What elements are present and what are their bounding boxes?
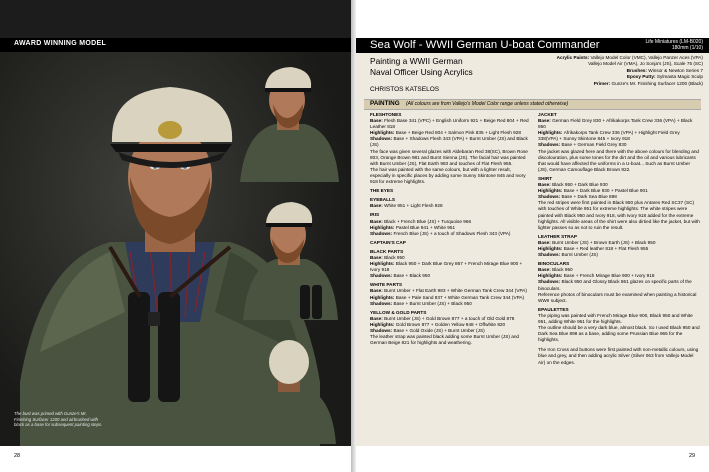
painting-heading: PAINTING <box>370 100 400 107</box>
recipe-line: Shadows: Base + Burnt Umber (JS) + Black 950 <box>370 300 472 306</box>
body-paragraph: The hair was painted with the same colours, but with a lighter result, especially in specific places by adding some Sunny Skintone 845 and Ivory 918 for extreme highlights. <box>370 166 526 185</box>
section-heading: LEATHER STRAP <box>538 233 577 239</box>
model-maker: Life Miniatures (LM-B020) <box>645 39 703 45</box>
recipe-line: Shadows: Black 950 and Glossy Black 861 glazes on specific parts of the binoculars. <box>538 279 692 291</box>
recipe-line: Shadows: Base + Black 950 <box>370 273 431 279</box>
right-footer <box>356 446 709 472</box>
recipe-line: Shadows: Base + Gold Oxide (JS) + Burnt Umber (JS) <box>370 328 485 333</box>
recipe-line: Base: White 951 + Light Flesh 928 <box>370 203 443 209</box>
right-page <box>356 0 709 472</box>
bust-three-quarter-view <box>238 195 338 320</box>
recipe-line: Highlights: Base + Dark Blue 930 + Pastel Blue 901 <box>538 188 648 194</box>
section-heading: BLACK PARTS <box>370 248 404 254</box>
materials-line: Epoxy Putty: Sylmasta Magic Sculp <box>626 74 703 80</box>
section-heading: YELLOW & GOLD PARTS <box>370 309 427 315</box>
recipe-line: Base: Black + French Blue (JS) + Turquoise 966 <box>370 218 472 224</box>
section-heading: JACKET <box>538 112 557 117</box>
recipe-line: Base: Black 950 <box>538 267 573 273</box>
left-footer <box>0 446 351 472</box>
recipe-line: Shadows: Base + German Field Grey 830 <box>538 142 627 148</box>
recipe-line: Highlights: Pastel Blue 941 + White 951 <box>370 224 456 230</box>
materials-line: Brushes: Winsor & Newton Series 7 <box>626 67 703 73</box>
binoculars <box>128 292 150 402</box>
article-title: Sea Wolf - WWII German U-boat Commander <box>370 39 600 51</box>
recipe-line: Highlights: Base + Pale Sand 837 + White German Tank Crew 344 (VPA) <box>370 294 525 300</box>
recipe-line: Highlights: Base + Beige Red 804 + Salmon Pink 835 + Light Flesh 928 <box>370 130 521 136</box>
recipe-line: Base: Burnt Umber + Flat Earth 983 + White German Tank Crew 344 (VPA) <box>370 288 527 294</box>
model-info <box>645 39 703 51</box>
recipe-line: Base: Burnt Umber (JS) + Brown Earth (JS) + Black 950 <box>538 239 656 245</box>
section-heading: CAPTAIN'S CAP <box>370 239 406 245</box>
recipe-line: Highlights: Gold Brown 877 + Golden Yellow 948 + Offwhite 820 <box>370 321 506 327</box>
section-header: AWARD WINNING MODEL <box>14 40 107 47</box>
section-heading: EPAULETTES <box>538 306 569 312</box>
recipe-line: Shadows: Base + Shadows Flesh 343 (VPA) + Burnt Umber (JS) and Black (JS) <box>370 136 528 148</box>
page-number-left: 28 <box>14 453 21 459</box>
materials-line: Acrylic Paints: Vallejo Model Color (VMC), Vallejo Panzer Aces (VPA) <box>556 55 703 60</box>
painting-note: (All colours are from Vallejo's Model Color range unless stated otherwise) <box>406 101 569 107</box>
recipe-line: Highlights: Base + Red leather 818 + Flat Flesh 955 <box>538 245 649 251</box>
photo-caption: The bust was primed with Gunze's Mr. Finishing Surfacer 1200 and airbrushed with black as a base for subsequent painting steps. <box>14 411 103 428</box>
section-heading: FLESHTONES <box>370 112 402 117</box>
article-subtitle: Painting a WWII German Naval Officer Using Acrylics <box>370 56 473 77</box>
text-column-2 <box>538 112 700 366</box>
text-column-1 <box>370 112 530 346</box>
recipe-line: Highlights: Black 950 + Dark Blue Grey 867 + French Mirage Blue 900 + Ivory 918 <box>370 261 523 273</box>
recipe-line: Base: Black 950 <box>370 254 405 260</box>
model-scale: 180mm (1/10) <box>671 45 703 51</box>
materials-line: Vallejo Model Air (VMA), Jo Sonja's (JS), Scale 75 (SC) <box>588 61 703 67</box>
body-paragraph: The piping was painted with French Mirage Blue 900, Black 950 and White 951, adding White 951 for the highlights. <box>538 312 693 324</box>
page-number-right: 29 <box>689 453 696 459</box>
section-heading: WHITE PARTS <box>370 282 402 288</box>
section-heading: SHIRT <box>538 175 553 181</box>
recipe-line: Base: German Field Grey 830 + Afrikakorps Tank Crew 336 (VPA) + Black 950 <box>538 118 693 130</box>
recipe-line: Shadows: Burnt Umber (JS) <box>538 252 598 258</box>
recipe-line: Highlights: Base + French Mirage Blue 900 + Ivory 918 <box>538 273 655 279</box>
left-page <box>0 0 351 472</box>
recipe-line: Shadows: Base + Dark Sea Blue 898 <box>538 194 617 200</box>
author-name: CHRISTOS KATSELOS <box>370 86 440 93</box>
body-paragraph: Reference photos of binoculars must be examined when painting a historical WWII subject. <box>538 291 697 303</box>
section-heading: IRIS <box>370 212 380 218</box>
recipe-line: Base: Burnt Umber (JS) + Gold Brown 877 + a touch of Old Gold 878 <box>370 315 515 321</box>
bust-side-view <box>235 62 340 182</box>
body-paragraph: The face was given several glazes with Aldebaran Red 38(SC), Brown Rose 803, Orange Brown 981 and Burnt Sienna (JS). The facial hair was painted with Burnt Umber (JS), Flat Earth 983 and touches of Flat Flesh 955. <box>370 148 528 166</box>
section-heading: BINOCULARS <box>538 261 570 267</box>
recipe-line: Highlights: Afrikakorps Tank Crew 336 (VPA) + Highlight Field Grey 338(VPA) + Sunny Skintone 845 + Ivory 918 <box>538 130 680 142</box>
section-heading: THE EYES <box>370 188 394 194</box>
materials-line: Primer: Gunze's Mr. Finishing Surfacer 1200 (Black) <box>593 80 703 86</box>
recipe-line: Base: Flesh Base 341 (VPC) + English Uniform 921 + Beige Red 804 + Red Leather 818 <box>370 118 529 130</box>
body-paragraph: The Iron Cross and buttons were first painted with non-metallic colours, using blue and grey, and then adding acrylic Silver (Silver 063 from Vallejo Model Air) on the edges. <box>538 347 699 365</box>
body-paragraph: The leather strap was painted black adding some Burnt Umber (JS) and German Beige 821 for highlights and weathering. <box>370 334 520 346</box>
body-paragraph: The red stripes were first painted in Black 950 plus Antares Red SC37 (SC) with touches of White 951 for extreme highlights. The white stripes were painted with Black 950 and Ivory 918, with Ivory 918 added for the extreme highlights. All visible areas of the shirt were also dirtied like the jacket, but with lighter passes so as not to ruin the result. <box>538 200 700 230</box>
recipe-line: Shadows: French Blue (JS) + a touch of Shadows Flesh 343 (VPA) <box>370 230 511 236</box>
section-heading: EYEBALLS <box>370 197 396 203</box>
body-paragraph: The outline should be a very dark blue, almost black. So I used Black 950 and Dark Sea Blue 898 as a base, adding some Prussian Blue 965 for the highlights. <box>538 325 700 343</box>
bust-back-view <box>238 332 338 444</box>
materials-list <box>483 55 703 87</box>
recipe-line: Base: Black 950 + Dark Blue 930 <box>538 182 608 188</box>
body-paragraph: The jacket was glazed here and there with the above colours for blending and discolouration, plus some tones for the dirt and the oil and various lubricants that would have affected the uniforms in a U-boat... Such as Burnt Umber (JS), German Camouflage Black Brown 822. <box>538 148 700 172</box>
